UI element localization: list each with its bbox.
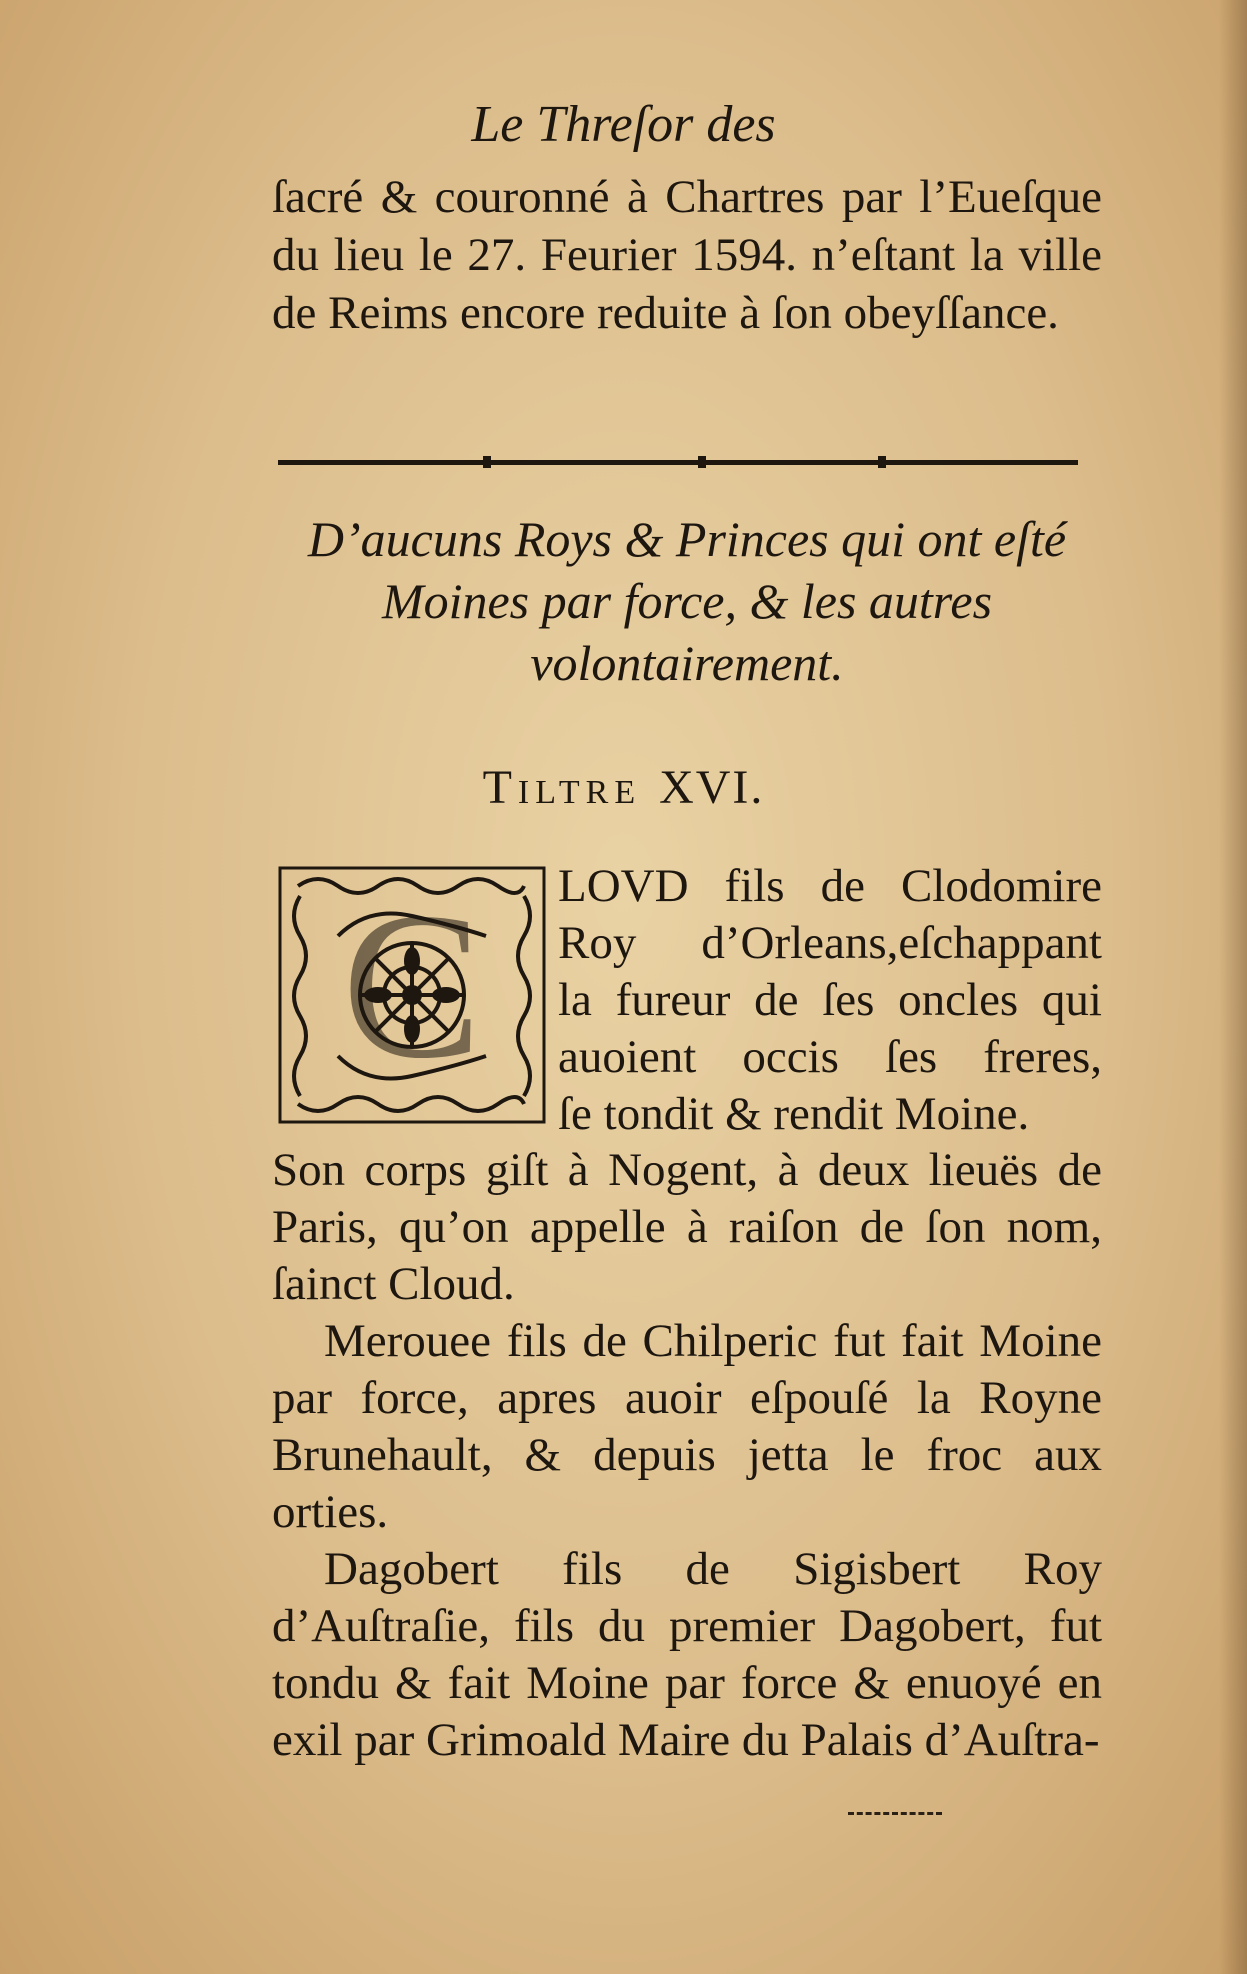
first-para-line: la fureur de ſes oncles qui — [558, 974, 1102, 1026]
body-text — [272, 1142, 1102, 1769]
section-rule — [278, 460, 1078, 465]
titre-word: Tiltre — [482, 761, 642, 814]
first-para-line: Roy d’Orleans,eſchappant — [558, 917, 1102, 969]
catchword-mark — [848, 1812, 942, 1821]
paragraph-dagobert: Dagobert fils de Sigisbert Roy d’Auſtraſie, fils du premier Dagobert, fut tondu & fait Moine par force & enuoyé en exil par Grimoald Maire du Palais d’Auſtra- — [272, 1543, 1102, 1766]
dropcap-ornament — [278, 866, 546, 1124]
first-para-continuation: Son corps giſt à Nogent, à deux lieuës de Paris, qu’on appelle à raiſon de ſon nom, ſainct Cloud. — [272, 1144, 1102, 1310]
first-para-line: auoient occis ſes freres, — [558, 1031, 1102, 1083]
first-para-line: ſe tondit & rendit Moine. — [558, 1088, 1030, 1140]
heading-line: volontairement. — [530, 635, 844, 691]
running-head: Le Threſor des — [471, 96, 776, 153]
titre-label — [0, 760, 1247, 815]
paragraph-merouee: Merouee fils de Chilperic fut fait Moine par force, apres auoir eſpouſé la Royne Brunehault, & depuis jetta le froc aux orties. — [272, 1315, 1102, 1538]
dropcap-letter: C — [341, 870, 483, 1102]
titre-number: XVI. — [659, 761, 765, 814]
top-paragraph: ſacré & couronné à Chartres par l’Eueſque du lieu le 27. Feurier 1594. n’eſtant la ville de Reims encore reduite à ſon obeyſſance. — [272, 171, 1102, 339]
first-paragraph — [558, 858, 1102, 1143]
heading-line: D’aucuns Roys & Princes qui ont eſté — [307, 511, 1067, 567]
chapter-heading — [272, 508, 1102, 694]
top-paragraph-block — [272, 168, 1102, 342]
first-para-line: LOVD fils de Clodomire — [558, 860, 1102, 912]
heading-line: Moines par force, & les autres — [381, 573, 993, 629]
